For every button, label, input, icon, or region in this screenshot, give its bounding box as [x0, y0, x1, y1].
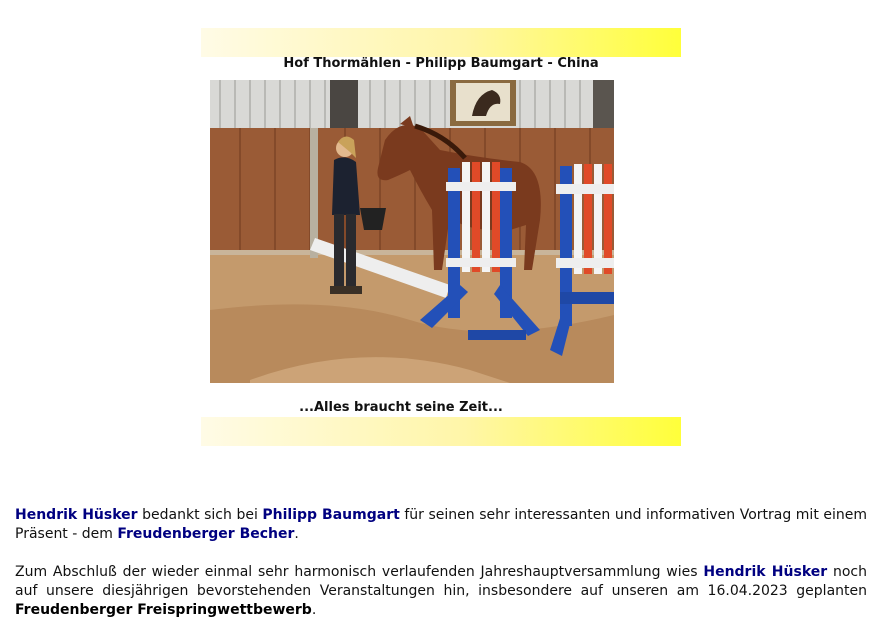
- horse-training-photo: [210, 80, 614, 383]
- gift-name: Freudenberger Becher: [117, 526, 295, 542]
- person-name-huesker: Hendrik Hüsker: [15, 507, 138, 523]
- yellow-band-top: [201, 28, 681, 57]
- person-name-baumgart: Philipp Baumgart: [262, 507, 400, 523]
- paragraph-thanks: [15, 506, 867, 544]
- paragraph-closing: [15, 563, 867, 620]
- news-image-card: [201, 28, 681, 446]
- horse-training-icon: [210, 80, 614, 383]
- text-segment: bedankt sich bei: [137, 507, 263, 523]
- text-segment: für seinen sehr interessanten und informativen Vortrag mit einem Präsent - dem: [15, 507, 868, 542]
- text-segment: Zum Abschluß der wieder einmal sehr harmonisch verlaufenden Jahreshauptversammlung wies: [15, 564, 704, 580]
- person-name-huesker: Hendrik Hüsker: [703, 564, 828, 580]
- text-segment: noch auf unsere diesjährigen bevorstehenden Veranstaltungen hin, insbesondere auf unseren am 16.04.2023 geplanten: [15, 564, 867, 599]
- image-caption: ...Alles braucht seine Zeit...: [299, 400, 503, 415]
- yellow-band-bottom: [201, 417, 681, 446]
- event-name: Freudenberger Freispringwettbewerb: [15, 602, 312, 618]
- text-segment: .: [294, 526, 299, 542]
- text-segment: .: [311, 602, 317, 618]
- image-title: Hof Thormählen - Philipp Baumgart - China: [283, 56, 599, 71]
